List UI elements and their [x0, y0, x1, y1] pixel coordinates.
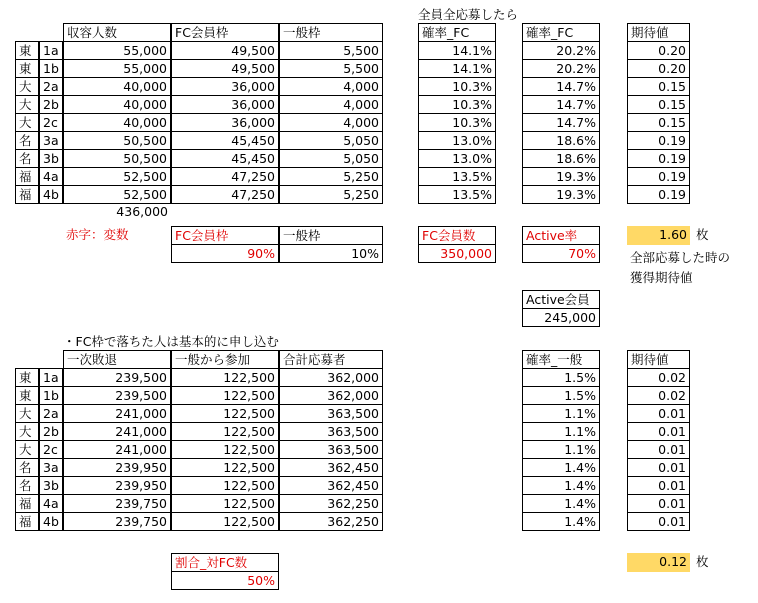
prob-general-value[interactable]: 1.5% [522, 368, 600, 387]
total1-unit[interactable]: 枚 [696, 227, 709, 242]
param-members-label[interactable]: FC会員数 [418, 226, 496, 245]
t1-fc[interactable]: 36,000 [171, 113, 279, 132]
t1-general[interactable]: 4,000 [279, 113, 383, 132]
t2-sum[interactable]: 362,450 [279, 458, 383, 477]
t1-prefecture[interactable]: 東 [15, 41, 39, 60]
active-members-label[interactable]: Active会員 [522, 290, 600, 309]
t1-header-fc[interactable]: FC会員枠 [171, 23, 279, 42]
t2-lose[interactable]: 239,750 [63, 512, 171, 531]
prob-fc2-value[interactable]: 19.3% [522, 185, 600, 204]
prob-general-value[interactable]: 1.4% [522, 476, 600, 495]
t2-join[interactable]: 122,500 [171, 386, 279, 405]
expect2-value[interactable]: 0.01 [627, 404, 690, 423]
expect1-value[interactable]: 0.19 [627, 167, 690, 186]
t1-fc[interactable]: 47,250 [171, 185, 279, 204]
prob-fc2-value[interactable]: 20.2% [522, 41, 600, 60]
t1-capacity[interactable]: 50,500 [63, 149, 171, 168]
t1-capacity[interactable]: 55,000 [63, 59, 171, 78]
t1-prefecture[interactable]: 大 [15, 113, 39, 132]
t1-show[interactable]: 1a [39, 41, 63, 60]
t1-general[interactable]: 5,250 [279, 185, 383, 204]
t2-show[interactable]: 2b [39, 422, 63, 441]
t2-lose[interactable]: 239,500 [63, 386, 171, 405]
t2-prefecture[interactable]: 福 [15, 512, 39, 531]
t2-prefecture[interactable]: 大 [15, 404, 39, 423]
note-top[interactable]: 全員全応募したら [418, 7, 519, 22]
t2-lose[interactable]: 241,000 [63, 440, 171, 459]
prob-general-header[interactable]: 確率_一般 [522, 350, 600, 369]
legend-red[interactable]: 赤字：変数 [66, 227, 129, 242]
expect2-value[interactable]: 0.01 [627, 422, 690, 441]
prob-fc-value[interactable]: 13.5% [418, 167, 496, 186]
expect2-value[interactable]: 0.01 [627, 476, 690, 495]
t2-prefecture[interactable]: 名 [15, 476, 39, 495]
t2-prefecture[interactable]: 大 [15, 440, 39, 459]
param-members-value[interactable]: 350,000 [418, 244, 496, 263]
t1-capacity[interactable]: 40,000 [63, 113, 171, 132]
t1-show[interactable]: 4a [39, 167, 63, 186]
t2-show[interactable]: 4a [39, 494, 63, 513]
t1-show[interactable]: 3b [39, 149, 63, 168]
expect2-value[interactable]: 0.01 [627, 494, 690, 513]
t2-prefecture[interactable]: 名 [15, 458, 39, 477]
t2-join[interactable]: 122,500 [171, 476, 279, 495]
prob-fc2-value[interactable]: 19.3% [522, 167, 600, 186]
expect1-value[interactable]: 0.19 [627, 131, 690, 150]
ratio-label[interactable]: 割合_対FC数 [171, 553, 279, 572]
t1-fc[interactable]: 49,500 [171, 59, 279, 78]
t1-capacity[interactable]: 55,000 [63, 41, 171, 60]
total1-note-line2[interactable]: 獲得期待値 [630, 270, 693, 285]
t1-prefecture[interactable]: 大 [15, 77, 39, 96]
prob-fc2-value[interactable]: 20.2% [522, 59, 600, 78]
t1-fc[interactable]: 47,250 [171, 167, 279, 186]
prob-fc-value[interactable]: 10.3% [418, 95, 496, 114]
expect1-value[interactable]: 0.15 [627, 95, 690, 114]
expect1-value[interactable]: 0.15 [627, 77, 690, 96]
t2-join[interactable]: 122,500 [171, 458, 279, 477]
t1-show[interactable]: 1b [39, 59, 63, 78]
t2-show[interactable]: 2c [39, 440, 63, 459]
t2-show[interactable]: 4b [39, 512, 63, 531]
t2-show[interactable]: 1a [39, 368, 63, 387]
t1-general[interactable]: 5,250 [279, 167, 383, 186]
t2-show[interactable]: 1b [39, 386, 63, 405]
total1-value[interactable]: 1.60 [627, 226, 690, 245]
prob-fc-value[interactable]: 14.1% [418, 59, 496, 78]
prob-fc-header[interactable]: 確率_FC [418, 23, 496, 42]
expect1-value[interactable]: 0.19 [627, 149, 690, 168]
prob-general-value[interactable]: 1.4% [522, 458, 600, 477]
prob-general-value[interactable]: 1.1% [522, 404, 600, 423]
t1-fc[interactable]: 45,450 [171, 149, 279, 168]
t1-capacity[interactable]: 40,000 [63, 95, 171, 114]
t1-prefecture[interactable]: 名 [15, 131, 39, 150]
t2-sum[interactable]: 362,250 [279, 512, 383, 531]
expect2-value[interactable]: 0.02 [627, 368, 690, 387]
t1-prefecture[interactable]: 福 [15, 185, 39, 204]
prob-fc2-header[interactable]: 確率_FC [522, 23, 600, 42]
prob-fc-value[interactable]: 13.0% [418, 131, 496, 150]
t2-join[interactable]: 122,500 [171, 368, 279, 387]
t2-prefecture[interactable]: 大 [15, 422, 39, 441]
t1-capacity[interactable]: 50,500 [63, 131, 171, 150]
t1-fc[interactable]: 49,500 [171, 41, 279, 60]
t2-sum[interactable]: 362,000 [279, 386, 383, 405]
t2-header-join[interactable]: 一般から参加 [171, 350, 279, 369]
prob-fc-value[interactable]: 10.3% [418, 77, 496, 96]
param-active-label[interactable]: Active率 [522, 226, 600, 245]
expect2-header[interactable]: 期待値 [627, 350, 690, 369]
expect1-value[interactable]: 0.20 [627, 59, 690, 78]
t1-show[interactable]: 2a [39, 77, 63, 96]
t2-sum[interactable]: 363,500 [279, 422, 383, 441]
t2-join[interactable]: 122,500 [171, 494, 279, 513]
t1-general[interactable]: 5,500 [279, 59, 383, 78]
t2-lose[interactable]: 239,950 [63, 458, 171, 477]
prob-fc-value[interactable]: 13.0% [418, 149, 496, 168]
t2-lose[interactable]: 239,500 [63, 368, 171, 387]
t2-show[interactable]: 3b [39, 476, 63, 495]
total1-note-line1[interactable]: 全部応募した時の [630, 250, 731, 265]
prob-fc-value[interactable]: 10.3% [418, 113, 496, 132]
t2-lose[interactable]: 239,950 [63, 476, 171, 495]
prob-fc-value[interactable]: 14.1% [418, 41, 496, 60]
t2-header-sum[interactable]: 合計応募者 [279, 350, 383, 369]
t2-prefecture[interactable]: 東 [15, 386, 39, 405]
t2-join[interactable]: 122,500 [171, 440, 279, 459]
expect2-value[interactable]: 0.01 [627, 512, 690, 531]
t2-show[interactable]: 2a [39, 404, 63, 423]
expect1-value[interactable]: 0.20 [627, 41, 690, 60]
prob-fc2-value[interactable]: 18.6% [522, 131, 600, 150]
t1-fc[interactable]: 36,000 [171, 77, 279, 96]
prob-fc2-value[interactable]: 18.6% [522, 149, 600, 168]
t1-show[interactable]: 2b [39, 95, 63, 114]
t2-sum[interactable]: 362,000 [279, 368, 383, 387]
expect1-header[interactable]: 期待値 [627, 23, 690, 42]
prob-fc2-value[interactable]: 14.7% [522, 77, 600, 96]
t1-show[interactable]: 3a [39, 131, 63, 150]
t1-general[interactable]: 4,000 [279, 95, 383, 114]
t1-fc[interactable]: 36,000 [171, 95, 279, 114]
t2-join[interactable]: 122,500 [171, 404, 279, 423]
prob-general-value[interactable]: 1.5% [522, 386, 600, 405]
prob-general-value[interactable]: 1.1% [522, 440, 600, 459]
param-fc-value[interactable]: 90% [171, 244, 279, 263]
t2-prefecture[interactable]: 福 [15, 494, 39, 513]
t1-capacity[interactable]: 52,500 [63, 185, 171, 204]
expect1-value[interactable]: 0.19 [627, 185, 690, 204]
t1-prefecture[interactable]: 大 [15, 95, 39, 114]
t1-header-capacity[interactable]: 収容人数 [63, 23, 171, 42]
t2-sum[interactable]: 363,500 [279, 404, 383, 423]
expect2-value[interactable]: 0.01 [627, 458, 690, 477]
t2-sum[interactable]: 362,250 [279, 494, 383, 513]
t2-prefecture[interactable]: 東 [15, 368, 39, 387]
t2-show[interactable]: 3a [39, 458, 63, 477]
t1-fc[interactable]: 45,450 [171, 131, 279, 150]
prob-fc2-value[interactable]: 14.7% [522, 95, 600, 114]
t1-show[interactable]: 4b [39, 185, 63, 204]
t1-general[interactable]: 5,050 [279, 131, 383, 150]
prob-fc-value[interactable]: 13.5% [418, 185, 496, 204]
t1-general[interactable]: 4,000 [279, 77, 383, 96]
t1-total[interactable]: 436,000 [116, 204, 168, 219]
t2-header-lose[interactable]: 一次敗退 [63, 350, 171, 369]
total2-unit[interactable]: 枚 [696, 554, 709, 569]
t2-sum[interactable]: 363,500 [279, 440, 383, 459]
t1-prefecture[interactable]: 福 [15, 167, 39, 186]
prob-general-value[interactable]: 1.4% [522, 512, 600, 531]
param-general-label[interactable]: 一般枠 [279, 226, 383, 245]
note-mid[interactable]: ・FC枠で落ちた人は基本的に申し込む [63, 334, 279, 349]
param-fc-label[interactable]: FC会員枠 [171, 226, 279, 245]
expect2-value[interactable]: 0.02 [627, 386, 690, 405]
t1-header-general[interactable]: 一般枠 [279, 23, 383, 42]
t1-capacity[interactable]: 52,500 [63, 167, 171, 186]
t1-prefecture[interactable]: 名 [15, 149, 39, 168]
t2-sum[interactable]: 362,450 [279, 476, 383, 495]
active-members-value[interactable]: 245,000 [522, 308, 600, 327]
total2-value[interactable]: 0.12 [627, 553, 690, 572]
param-active-value[interactable]: 70% [522, 244, 600, 263]
prob-general-value[interactable]: 1.4% [522, 494, 600, 513]
t1-general[interactable]: 5,050 [279, 149, 383, 168]
ratio-value[interactable]: 50% [171, 571, 279, 590]
t2-lose[interactable]: 241,000 [63, 422, 171, 441]
t1-general[interactable]: 5,500 [279, 41, 383, 60]
t2-lose[interactable]: 241,000 [63, 404, 171, 423]
t1-show[interactable]: 2c [39, 113, 63, 132]
param-general-value[interactable]: 10% [279, 244, 383, 263]
prob-fc2-value[interactable]: 14.7% [522, 113, 600, 132]
t2-join[interactable]: 122,500 [171, 512, 279, 531]
t1-prefecture[interactable]: 東 [15, 59, 39, 78]
prob-general-value[interactable]: 1.1% [522, 422, 600, 441]
t1-capacity[interactable]: 40,000 [63, 77, 171, 96]
expect2-value[interactable]: 0.01 [627, 440, 690, 459]
expect1-value[interactable]: 0.15 [627, 113, 690, 132]
t2-join[interactable]: 122,500 [171, 422, 279, 441]
t2-lose[interactable]: 239,750 [63, 494, 171, 513]
